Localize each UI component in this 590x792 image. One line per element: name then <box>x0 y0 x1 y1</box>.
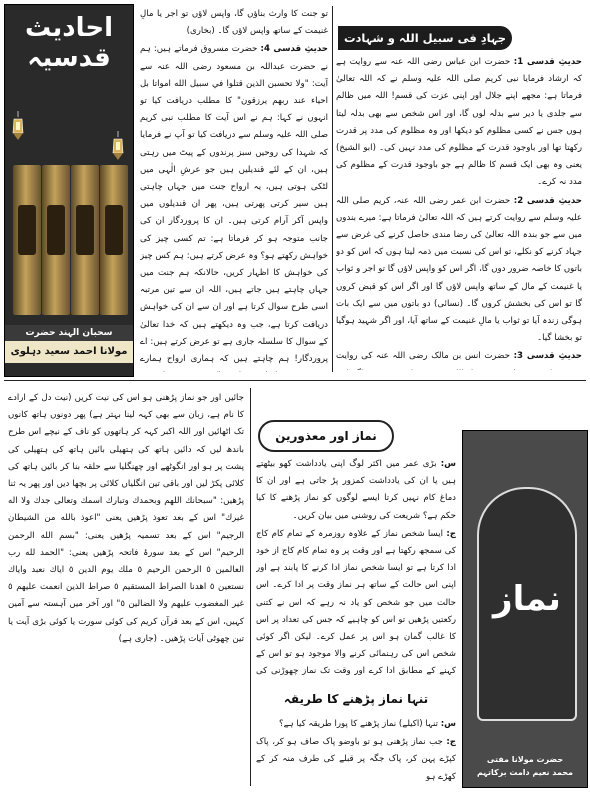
panel-title-line-2: قدسیہ <box>27 43 111 73</box>
hadith-paragraph-1: تو جنت کا وارث بناؤں گا، واپس لاؤں تو اجر یا مالِ غنیمت کے ساتھ واپس لاؤں گا۔ (بخاری) <box>140 9 328 37</box>
panel-title-line-1: احادیث <box>24 13 114 43</box>
lantern-icon <box>11 111 25 141</box>
section-divider <box>4 380 586 381</box>
jihad-paragraph-1: حدیثِ قدسی 1: حضرت ابن عباس رضی اللہ عنہ سے روایت ہے کہ ارشاد فرمایا نبی کریم صلی اللہ علیہ وسلم نے کہ اللہ تعالیٰ فرماتا ہے: مجھے اپنے جلال اور اپنی عزت کی قسم! اللہ میں ظالم سے جلدی یا دیر سے بدلہ لوں گا، اور اس شخص سے بھی بدلہ لیتا ہوں جس نے کسی مظلوم کو دیکھا اور وہ مظلوم کی مدد پر قدرت رکھتا تھا اور باوجود قدرت کے مظلوم کی مدد نہیں کی۔ (ابو الشیخ) یعنی وہ بھی ایک قسم کا ظالم ہے جو باوجود قدرت کے مظلوم کی مدد نہ کرے۔ <box>336 57 582 188</box>
lantern-icon <box>111 131 125 161</box>
jihad-paragraph-2: حدیثِ قدسی 2: حضرت ابن عمر رضی اللہ عنہ، کریم صلی اللہ علیہ وسلم سے روایت کرتے ہیں کہ اللہ تعالیٰ فرماتا ہے: میرے بندوں میں سے جو بندہ اللہ تعالیٰ کی رضا مندی حاصل کرنے کی غرض سے جہاد کرنے کو نکلے، تو اس کی نسبت میں ذمہ لیتا ہوں کہ اس کو دو باتوں کا خاصہ ضرور دوں گا، اگر اس کو واپس لاؤں گا تو اجر و ثواب یا غنیمت کے مال کے ساتھ واپس لاؤں گا اور اگر اس کو قبض کروں گا تو اس کی بخشش کروں گا۔ (نسائی) دو باتوں میں سے ایک بات ہوگی زندہ آیا تو ثواب یا مالِ غنیمت کے ساتھ آیا، اور اگر شہید ہوگیا تو بخشا گیا۔ <box>336 195 582 344</box>
author-credit-line-1: حضرت مولانا مفتی <box>486 755 564 764</box>
author-credit <box>469 753 581 779</box>
author-credit-line-2: محمد نعیم دامت برکاتہم <box>477 768 573 777</box>
ahadith-qudsiya-panel <box>4 4 134 377</box>
column-divider <box>250 388 251 786</box>
quran-book-icon <box>71 165 99 315</box>
panel-caption-line-2: مولانا احمد سعید دہلوی <box>5 341 133 363</box>
namaz-method-continuation <box>8 390 244 786</box>
jihad-article-body <box>336 54 582 370</box>
namaz-article-body <box>256 456 456 680</box>
panel-title <box>15 13 123 73</box>
jihad-title-bar: جہادِ فی سبیل اللہ و شہادت <box>338 26 512 50</box>
quran-book-icon <box>42 165 70 315</box>
method-question: س: تنہا (اکیلے) نماز پڑھنے کا پورا طریقہ کیا ہے؟ <box>279 719 456 729</box>
namaz-calligraphy: نماز <box>493 579 561 619</box>
hadith-continuation-body <box>140 6 328 372</box>
jihad-paragraph-3: حدیثِ قدسی 3: حضرت انس بن مالک رضی اللہ عنہ کی روایت <box>336 351 582 362</box>
namaz-question: س: بڑی عمر میں اکثر لوگ اپنی یادداشت کھو بیٹھتے ہیں یا ان کی یادداشت کمزور پڑ جاتی ہے اور ان کا دماغ کام نہیں کرتا ایسے لوگوں کو نماز پڑھنے کا کیا حکم ہے؟ شریعت کی روشنی میں بیان کریں۔ <box>256 459 456 521</box>
namaz-panel <box>462 430 588 788</box>
continuation-paragraph: جائیں اور جو نماز پڑھنی ہو اس کی نیت کریں (نیت دل کے ارادے کا نام ہے، زبان سے بھی کہہ لینا بہتر ہے) پھر دونوں ہاتھ کانوں تک اٹھائیں اور اللہ اکبر کہہ کر ہاتھوں کو ناف کے نیچے اس طرح باندھ لیں کہ دائیں ہاتھ کی ہتھیلی بائیں ہاتھ کی ہتھیلی کی پشت پر ہو اور انگوٹھے اور چھنگلیا سے حلقہ بنا کر بائیں ہاتھ کی کلائی پکڑ لیں اور باقی تین انگلیاں کلائی پر بچھا دیں اور پھر یہ ثنا پڑھیں: "سبحانك اللهم وبحمدك وتبارك اسمك وتعالى جدك ولا اله غيرك" اس کے بعد تعوذ پڑھیں یعنی "اعوذ بالله من الشيطان الرجيم" اس کے بعد تسمیہ پڑھیں یعنی: "بسم الله الرحمن الرحيم" اس کے بعد سورۂ فاتحہ پڑھیں یعنی: "الحمد لله رب العالمين ٥ الرحمن الرحيم ٥ ملك يوم الدين ٥ اياك نعبد واياك نستعين ٥ اهدنا الصراط المستقيم ٥ صراط الذين انعمت عليهم ٥ غير المغضوب عليهم ولا الضالين ٥" اور آخر میں آہستہ سے آمین کہیں، اس کے بعد قرآن کریم کی کوئی سورت یا کوئی بڑی آیت یا تین چھوٹی آیات پڑھیں۔ (جاری ہے) <box>8 393 244 644</box>
column-divider <box>332 6 333 372</box>
namaz-subheading: تنہا نماز پڑھنے کا طریقہ <box>283 692 429 706</box>
quran-book-icon <box>100 165 128 315</box>
quran-book-icon <box>13 165 41 315</box>
method-answer: ج: جب نماز پڑھنی ہو تو باوضو پاک صاف ہو کر، پاک کپڑے پہن کر، پاک جگہ پر قبلے کی طرف منہ کر کے کھڑے ہو <box>256 737 456 782</box>
namaz-title-pill: نماز اور معذورین <box>258 420 394 452</box>
hadith-paragraph-2: حدیثِ قدسی 4: حضرت مسروق فرماتے ہیں: ہم نے حضرت عبداللہ بن مسعود رضی اللہ عنہ سے آیت: "ولا تحسبن الذين قتلوا في سبيل الله امواتا بل احياء عند ربهم يرزقون" کا مطلب دریافت کیا تو انہوں نے کہا: ہم نے اس آیت کا مطلب نبی کریم صلی اللہ علیہ وسلم سے دریافت کیا تو آپ نے فرمایا کہ شہدا کی روحیں سبز پرندوں کے پیٹ میں رہتی ہیں، ان کے لئے قندیلیں ہیں جو عرشِ الٰہی میں لٹکی ہوتی ہیں، یہ ارواح جنت میں جہاں چاہتی ہیں سیر کرتی پھرتی ہیں، پھر ان قندیلوں میں واپس آکر آرام کرتی ہیں۔ ان کا پروردگار ان کی جانب متوجہ ہو کر فرماتا ہے: تم کسی چیز کی خواہش رکھتے ہو؟ وہ عرض کرتے ہیں: ہم کس چیز کی خواہش کا اظہار کریں، حالانکہ ہم جنت میں جہاں چاہتے ہیں جاتے ہیں، اللہ ان سے تین مرتبہ اسی طرح سوال کرتا ہے اور ان سے ان کی خواہش دریافت کرتا ہے، جب وہ دیکھتے ہیں کہ خدا تعالیٰ کے سوال کا سلسلہ جاری ہے تو عرض کرتے ہیں: اے پروردگار! ہم چاہتے ہیں کہ ہماری ارواح ہمارے <box>140 44 328 365</box>
mihrab-frame <box>477 487 577 721</box>
namaz-answer: ج: ایسا شخص نماز کے علاوہ روزمرہ کے تمام کام کاج کی سمجھ رکھتا ہے اور وقت پر وہ تمام کام کاج از خود ادا کرتا ہے تو ایسا شخص نماز ادا کرنے کا پابند ہے اور اپنی اس حالت کے ساتھ ہر نماز وقت پر ادا کرے۔ اس حالت میں جو شخص کو یاد نہ رہے کہ اس نے کتنی رکعتیں پڑھیں تو اس کو چاہیے کہ جس کی تعداد پر اس کا غالب گمان ہو اس پر عمل کرے۔ لیکن اگر کوئی شخص اس کی رہنمائی کرنے والا موجود ہو تو اس کے کہنے کے مطابق ادا کرے اور وقت تک نماز چھوڑنی کی <box>256 528 456 677</box>
namaz-method-body <box>256 716 456 786</box>
panel-caption-line-1: سحبان الہند حضرت <box>5 325 133 341</box>
